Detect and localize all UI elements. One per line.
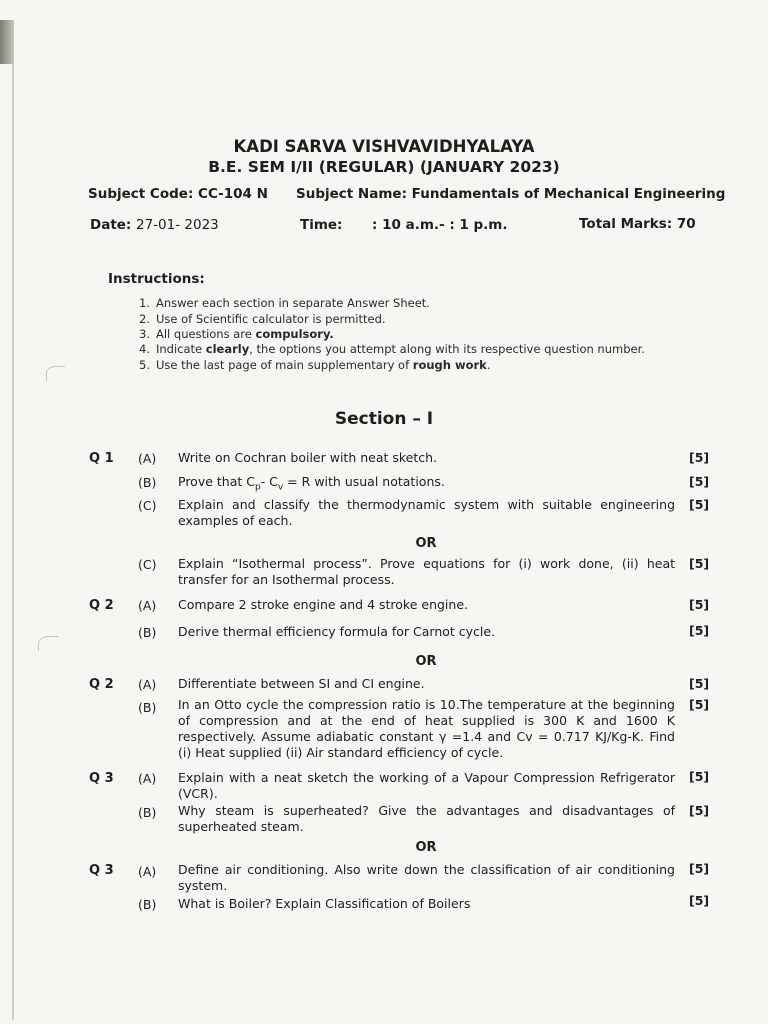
subject-code: Subject Code: CC-104 N [88, 186, 268, 202]
binding-mark [0, 20, 14, 64]
scan-smudge [46, 366, 65, 381]
or-separator: OR [415, 840, 437, 855]
question-text: Write on Cochran boiler with neat sketch. [178, 450, 438, 465]
question-number: Q 2 [89, 677, 114, 692]
marks: [5] [689, 474, 710, 489]
date-value: 27-01- 2023 [136, 217, 219, 233]
sub-question-label: (C) [138, 498, 157, 513]
exam-title: B.E. SEM I/II (REGULAR) (JANUARY 2023) [208, 158, 560, 176]
instructions-heading: Instructions: [108, 271, 205, 287]
question-text: What is Boiler? Explain Classification of Boilers [178, 896, 471, 911]
sub-question-label: (A) [138, 598, 157, 613]
sub-question-label: (A) [138, 771, 157, 786]
marks: [5] [689, 497, 710, 512]
sub-question-label: (B) [138, 475, 157, 490]
question-number: Q 3 [89, 771, 114, 786]
question-text: Differentiate between SI and CI engine. [178, 676, 425, 691]
marks: [5] [689, 597, 710, 612]
question-number: Q 1 [89, 451, 114, 466]
sub-question-label: (B) [138, 897, 157, 912]
sub-question-label: (B) [138, 700, 157, 715]
marks: [5] [689, 623, 710, 638]
question-text: Explain and classify the thermodynamic system with suitable engineering examples of each. [178, 497, 675, 528]
instruction-item: 3. All questions are compulsory. [126, 327, 334, 341]
question-text: Explain “Isothermal process”. Prove equations for (i) work done, (ii) heat transfer for an Isothermal process. [178, 556, 675, 587]
question-text: Derive thermal efficiency formula for Carnot cycle. [178, 624, 496, 639]
subject-name: Subject Name: Fundamentals of Mechanical Engineering [296, 186, 726, 202]
sub-question-label: (B) [138, 625, 157, 640]
section-title: Section – I [334, 409, 434, 429]
marks: [5] [689, 556, 710, 571]
sub-question-label: (B) [138, 805, 157, 820]
date-label: Date: [90, 217, 132, 233]
instruction-number: 3. [139, 327, 150, 341]
instruction-number: 4. [139, 342, 150, 356]
or-separator: OR [415, 654, 437, 669]
instruction-item: 2. Use of Scientific calculator is permitted. [126, 312, 386, 326]
instruction-number: 1. [139, 296, 150, 310]
question-text: Prove that $C_p-$ $C_v = R$ with usual notations. [178, 474, 445, 493]
total-marks: Total Marks: 70 [579, 216, 696, 232]
marks: [5] [689, 861, 710, 876]
or-separator: OR [415, 536, 437, 551]
instruction-item: 1. Answer each section in separate Answer Sheet. [126, 296, 430, 310]
marks: [5] [689, 450, 710, 465]
question-number: Q 2 [89, 598, 114, 613]
marks: [5] [689, 676, 710, 691]
instruction-item: 4. Indicate clearly, the options you attempt along with its respective question number. [126, 342, 645, 356]
time-label: Time: [300, 217, 343, 233]
time-value: : 10 a.m.- : 1 p.m. [372, 217, 508, 233]
sub-question-label: (A) [138, 864, 157, 879]
question-text: Why steam is superheated? Give the advantages and disadvantages of superheated steam. [178, 803, 675, 834]
question-text: Define air conditioning. Also write down the classification of air conditioning system. [178, 862, 675, 893]
instruction-item: 5. Use the last page of main supplementary of rough work. [126, 358, 490, 372]
instruction-number: 5. [139, 358, 150, 372]
question-number: Q 3 [89, 863, 114, 878]
marks: [5] [689, 803, 710, 818]
sub-question-label: (C) [138, 557, 157, 572]
instruction-number: 2. [139, 312, 150, 326]
question-text: Explain with a neat sketch the working of a Vapour Compression Refrigerator (VCR). [178, 770, 675, 801]
university-title: KADI SARVA VISHVAVIDHYALAYA [233, 137, 535, 156]
question-text: Compare 2 stroke engine and 4 stroke engine. [178, 597, 468, 612]
sub-question-label: (A) [138, 677, 157, 692]
sub-question-label: (A) [138, 451, 157, 466]
marks: [5] [689, 893, 710, 908]
question-text: In an Otto cycle the compression ratio is 10.The temperature at the beginning of compression and at the end of heat supplied is 300 K and 1600 K respectively. Assume adiabatic constant γ =1.4 and Cv = 0.717 KJ/Kg-K. Find (i) Heat supplied (ii) Air standard efficiency of cycle. [178, 697, 675, 760]
marks: [5] [689, 769, 710, 784]
scan-smudge [38, 636, 59, 651]
marks: [5] [689, 697, 710, 712]
